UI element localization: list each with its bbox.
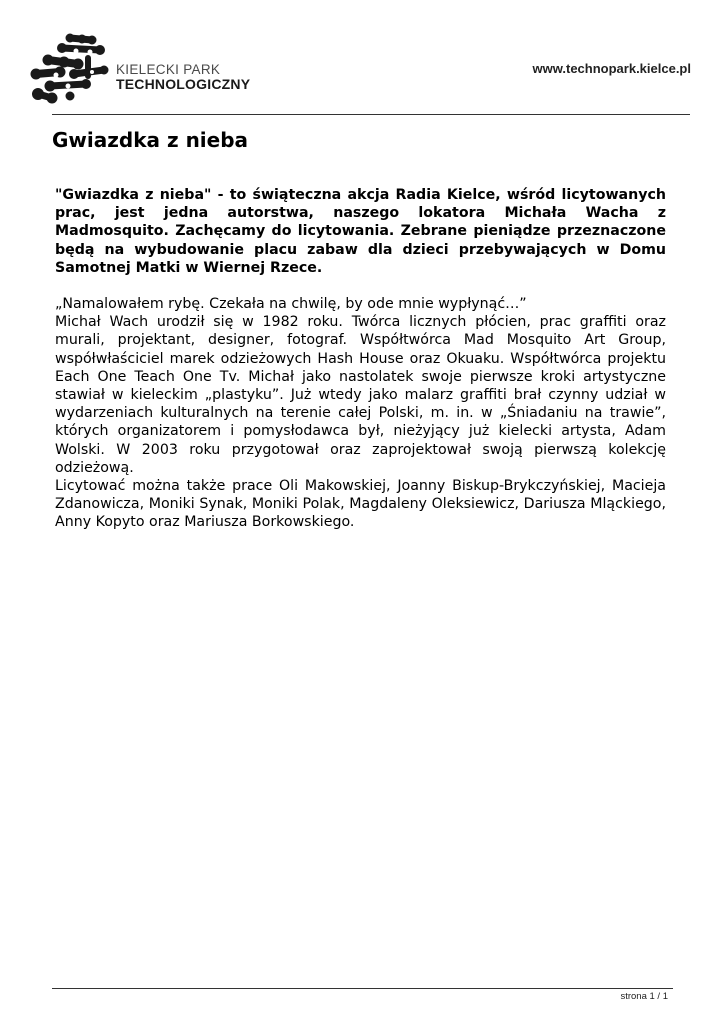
logo-text (116, 62, 250, 92)
footer-divider (52, 988, 673, 989)
article-title: Gwiazdka z nieba (52, 128, 249, 152)
page-header (0, 0, 725, 116)
article-closing: Licytować można także prace Oli Makowskiej, Joanny Biskup-Brykczyńskiej, Macieja Zdanowicza, Moniki Synak, Moniki Polak, Magdaleny Oleksiewicz, Dariusza Mląckiego, Anny Kopyto oraz Mariusza Borkowskiego. (55, 478, 666, 531)
kielecki-park-logo (30, 30, 251, 106)
logo-line-1: KIELECKI PARK (116, 62, 221, 77)
logo-line-2: TECHNOLOGICZNY (116, 76, 251, 92)
header-divider (52, 114, 690, 115)
article-lead: "Gwiazdka z nieba" - to świąteczna akcja Radia Kielce, wśród licytowanych prac, jest jedna autorstwa, naszego lokatora Michała Wacha z Madmosquito. Zachęcamy do licytowania. Zebrane pieniądze przeznaczone będą na wybudowanie placu zabaw dla dzieci przebywających w Domu Samotnej Matki w Wiernej Rzece. (55, 187, 666, 276)
article-paragraph: Michał Wach urodził się w 1982 roku. Twórca licznych płócien, prac graffiti oraz murali, projektant, designer, fotograf. Współtwórca Mad Mosquito Art Group, współwłaściciel marek odzieżowych Hash House oraz Okuaku. Współtwórca projektu Each One Teach One Tv. Michał jako nastolatek swoje pierwsze kroki artystyczne stawiał w kieleckim „plastyku”. Już wtedy jako malarz graffiti brał czynny udział w wydarzeniach kulturalnych na terenie całej Polski, m. in. w „Śniadaniu na trawie”, których organizatorem i pomysłodawca był, nieżyjący już kielecki artysta, Adam Wolski. W 2003 roku przygotował oraz zaprojektował swoją pierwszą kolekcję odzieżową. (55, 314, 666, 476)
website-url[interactable]: www.technopark.kielce.pl (532, 61, 691, 76)
article-quote: „Namalowałem rybę. Czekała na chwilę, by ode mnie wypłynąć…” (55, 296, 527, 313)
page-number: strona 1 / 1 (620, 991, 668, 1002)
dots-network-logo-icon (30, 30, 110, 106)
article-body (55, 186, 666, 532)
